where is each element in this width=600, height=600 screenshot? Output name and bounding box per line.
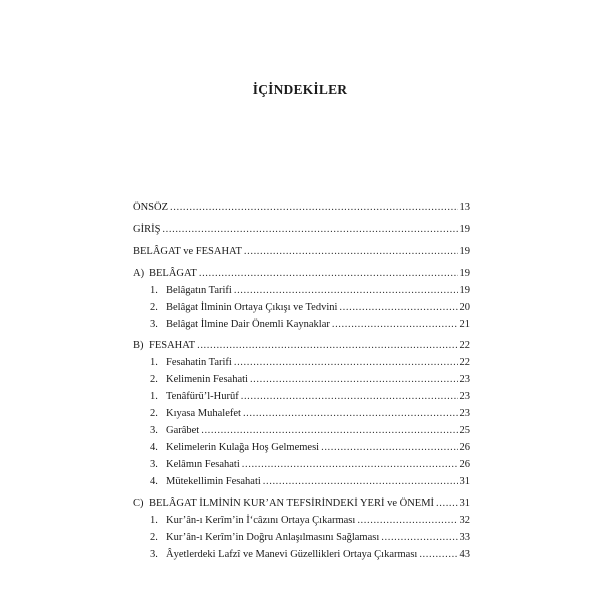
toc-entry-label: Belâgat İlminin Ortaya Çıkışı ve Tedvini bbox=[166, 302, 338, 313]
dot-leader bbox=[234, 283, 458, 299]
toc-entry-page: 43 bbox=[459, 549, 470, 560]
toc-entry-kulaga-hos-gelmemesi bbox=[150, 440, 470, 456]
toc-entry-page: 31 bbox=[459, 476, 470, 487]
toc-entry-page: 23 bbox=[459, 408, 470, 419]
toc-entry-number: 2. bbox=[150, 302, 158, 313]
dot-leader bbox=[357, 513, 457, 529]
toc-entry-page: 33 bbox=[459, 532, 470, 543]
toc-entry-mutekellimin-fesahati bbox=[150, 474, 470, 490]
toc-entry-label: Fesahatin Tarifi bbox=[166, 357, 232, 368]
toc-entry-number: A) bbox=[133, 268, 145, 279]
toc-entry-number: B) bbox=[133, 340, 144, 351]
toc-entry-b-fesahat bbox=[133, 338, 470, 354]
dot-leader bbox=[234, 355, 458, 371]
dot-leader bbox=[242, 457, 458, 473]
toc-entry-label: Kur’ân-ı Kerîm’in Doğru Anlaşılmasını Sağlaması bbox=[166, 532, 380, 543]
toc-entry-page: 19 bbox=[459, 224, 470, 235]
toc-entry-number: 1. bbox=[150, 285, 158, 296]
dot-leader bbox=[162, 222, 457, 238]
toc-entry-garabet bbox=[150, 423, 470, 439]
dot-leader bbox=[332, 317, 458, 333]
toc-entry-dogru-anlasilmasini-saglamasi bbox=[150, 530, 470, 546]
dot-leader bbox=[197, 338, 457, 354]
toc-entry-label: Kelâmın Fesahati bbox=[166, 459, 240, 470]
dot-leader bbox=[201, 423, 457, 439]
toc-entry-label: BELÂGAT ve FESAHAT bbox=[133, 246, 242, 257]
toc-entry-label: Kelimelerin Kulağa Hoş Gelmemesi bbox=[166, 442, 320, 453]
toc-entry-label: Âyetlerdeki Lafzî ve Manevi Güzellikleri Ortaya Çıkarması bbox=[166, 549, 418, 560]
toc-entry-number: 3. bbox=[150, 459, 158, 470]
toc-entry-lafzi-ve-manevi-guzellikler bbox=[150, 547, 470, 563]
toc-entry-number: 2. bbox=[150, 374, 158, 385]
toc-entry-number: 1. bbox=[150, 391, 158, 402]
toc-entry-page: 22 bbox=[459, 357, 470, 368]
toc-entry-label: FESAHAT bbox=[149, 340, 196, 351]
dot-leader bbox=[321, 440, 457, 456]
toc-entry-page: 25 bbox=[459, 425, 470, 436]
toc-entry-page: 22 bbox=[459, 340, 470, 351]
toc-entry-c-belagat-kuran-tefsir bbox=[133, 496, 470, 512]
toc-entry-belagat-kaynaklar bbox=[150, 317, 470, 333]
toc-entry-page: 19 bbox=[459, 285, 470, 296]
toc-entry-number: 2. bbox=[150, 532, 158, 543]
toc-entry-kelamin-fesahati bbox=[150, 457, 470, 473]
toc-entry-label: BELÂGAT İLMİNİN KUR’AN TEFSİRİNDEKİ YERİ ve ÖNEMİ bbox=[149, 498, 435, 509]
toc-entry-page: 20 bbox=[459, 302, 470, 313]
toc-entry-belagatin-tarifi bbox=[150, 283, 470, 299]
toc-title: İÇİNDEKİLER bbox=[252, 82, 348, 97]
toc-entry-label: Kıyasa Muhalefet bbox=[166, 408, 241, 419]
dot-leader bbox=[436, 496, 457, 512]
toc-entry-number: C) bbox=[133, 498, 144, 509]
dot-leader bbox=[170, 200, 457, 216]
toc-entry-number: 4. bbox=[150, 442, 158, 453]
toc-entry-giris bbox=[133, 222, 470, 238]
toc-entry-label: Kelimenin Fesahati bbox=[166, 374, 248, 385]
toc-entry-kelimenin-fesahati bbox=[150, 372, 470, 388]
toc-entry-page: 23 bbox=[459, 391, 470, 402]
toc-entry-label: GİRİŞ bbox=[133, 224, 161, 235]
toc-entry-page: 19 bbox=[459, 246, 470, 257]
toc-entry-icazini-ortaya-cikarmasi bbox=[150, 513, 470, 529]
toc-entry-page: 26 bbox=[459, 459, 470, 470]
toc-entry-page: 26 bbox=[459, 442, 470, 453]
toc-entry-tenafuru-l-huruf bbox=[150, 389, 470, 405]
toc-entry-fesahatin-tarifi bbox=[150, 355, 470, 371]
toc-entry-label: Mütekellimin Fesahati bbox=[166, 476, 261, 487]
toc-entry-number: 1. bbox=[150, 515, 158, 526]
toc-entry-onsoz bbox=[133, 200, 470, 216]
toc-entry-label: ÖNSÖZ bbox=[133, 202, 169, 213]
toc-entry-belagat-ilminin-ortaya-cikisi bbox=[150, 300, 470, 316]
toc-entry-number: 4. bbox=[150, 476, 158, 487]
dot-leader bbox=[199, 266, 458, 282]
toc-entry-label: Belâgatın Tarifi bbox=[166, 285, 232, 296]
toc-entry-label: Belâgat İlmine Dair Önemli Kaynaklar bbox=[166, 319, 330, 330]
dot-leader bbox=[243, 406, 458, 422]
dot-leader bbox=[419, 547, 457, 563]
toc-entry-number: 3. bbox=[150, 319, 158, 330]
toc-entry-label: Kur’ân-ı Kerîm’in İ‘câzını Ortaya Çıkarması bbox=[166, 515, 356, 526]
toc-entry-number: 3. bbox=[150, 425, 158, 436]
dot-leader bbox=[263, 474, 458, 490]
dot-leader bbox=[241, 389, 458, 405]
toc-entry-page: 19 bbox=[459, 268, 470, 279]
toc-entry-number: 1. bbox=[150, 357, 158, 368]
toc-entry-page: 13 bbox=[459, 202, 470, 213]
dot-leader bbox=[244, 244, 458, 260]
toc-entry-number: 2. bbox=[150, 408, 158, 419]
toc-entry-label: Tenâfürü’l-Hurûf bbox=[166, 391, 239, 402]
toc-entry-page: 21 bbox=[459, 319, 470, 330]
toc-entry-label: Garâbet bbox=[166, 425, 200, 436]
dot-leader bbox=[381, 530, 457, 546]
toc-entry-a-belagat bbox=[133, 266, 470, 282]
toc-entry-page: 31 bbox=[459, 498, 470, 509]
toc-entry-number: 3. bbox=[150, 549, 158, 560]
dot-leader bbox=[250, 372, 458, 388]
toc-entry-label: BELÂGAT bbox=[149, 268, 197, 279]
toc-entry-belagat-ve-fesahat bbox=[133, 244, 470, 260]
dot-leader bbox=[339, 300, 457, 316]
toc-entry-kiyasa-muhalefet bbox=[150, 406, 470, 422]
toc-entry-page: 32 bbox=[459, 515, 470, 526]
toc-entry-page: 23 bbox=[459, 374, 470, 385]
